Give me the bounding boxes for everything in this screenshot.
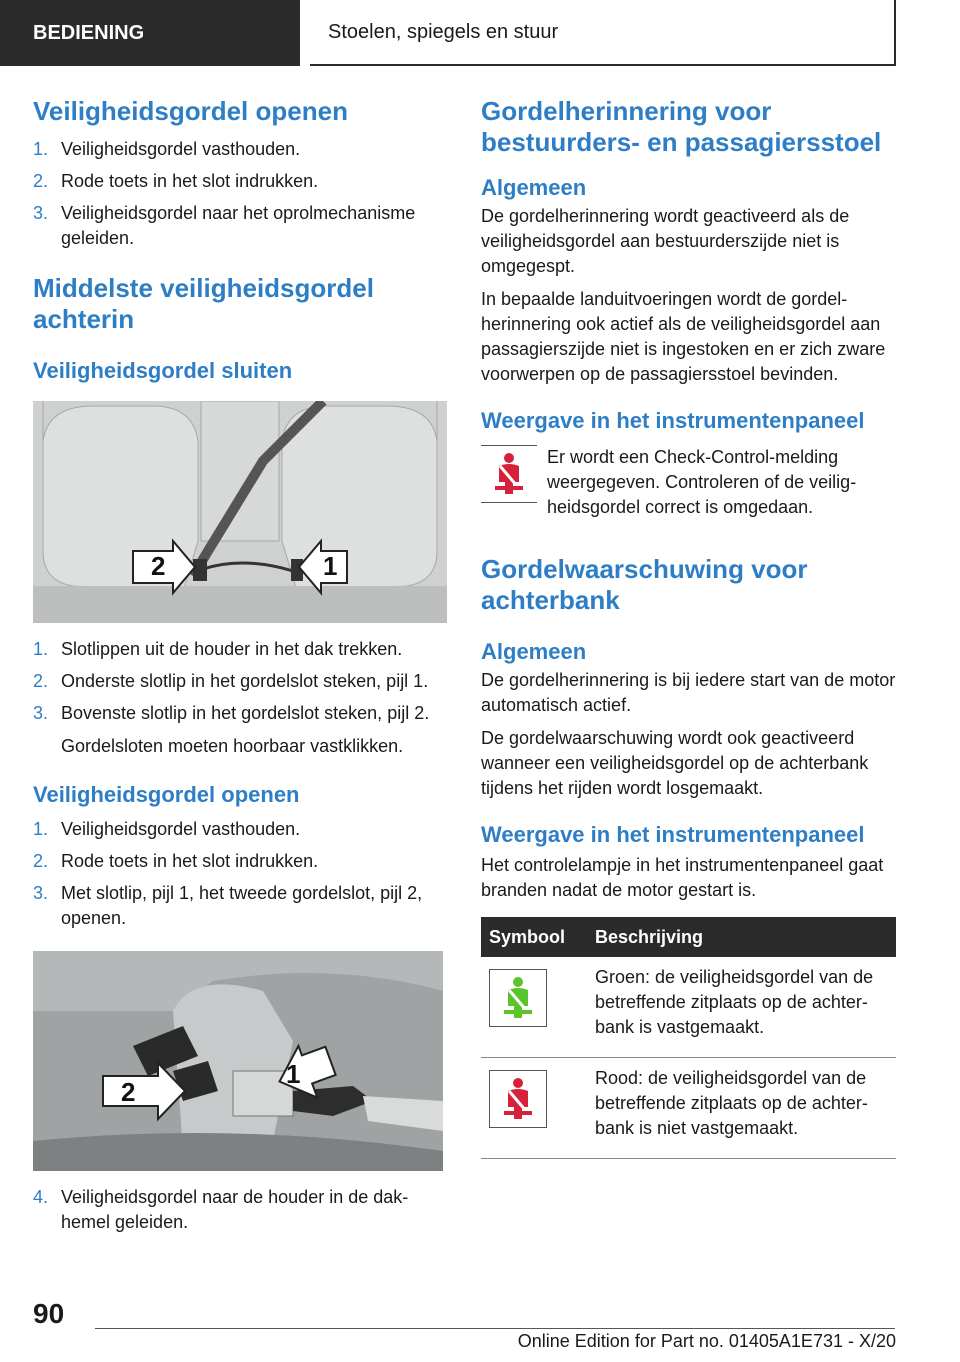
step-number: 3.	[33, 203, 49, 223]
section-tab	[0, 0, 300, 66]
right-column	[481, 96, 896, 1159]
table-row	[481, 1058, 896, 1159]
step-text: Bovenste slotlip in het gordelslot steken, pijl 2.	[61, 703, 430, 723]
buckle-illustration	[33, 951, 443, 1171]
table-header-symbol: Symbool	[481, 917, 587, 957]
subsection-title-display: Weergave in het instrumentenpaneel	[481, 408, 865, 433]
step-number: 2.	[33, 851, 49, 871]
step-number: 2.	[33, 671, 49, 691]
buckle-release-photo	[33, 951, 443, 1171]
seatbelt-red-icon	[489, 1070, 547, 1128]
icon-note	[481, 445, 896, 520]
step-text: Veiligheidsgordel vasthouden.	[61, 819, 301, 839]
symbol-table	[481, 917, 896, 1159]
arrow-label-1: 1	[323, 551, 338, 581]
step-text: Rode toets in het slot indrukken.	[61, 171, 319, 191]
table-cell-description: Groen: de veiligheidsgordel van de betreffende zitplaats op de achterbank is vastgemaakt.	[587, 957, 896, 1058]
step-number: 2.	[33, 171, 49, 191]
section-label: BEDIENING	[33, 21, 145, 44]
left-column	[33, 96, 447, 1235]
steps-final	[33, 1185, 447, 1235]
list-item	[33, 669, 447, 694]
table-cell-description: Rood: de veiligheidsgordel van de betreffende zitplaats op de achterbank is niet vastgemaakt.	[587, 1058, 896, 1159]
rear-seat-belt-photo	[33, 401, 447, 623]
paragraph: De gordelherinnering is bij iedere start van de motor automatisch actief.	[481, 670, 896, 715]
step-text: Onderste slotlip in het gordelslot steken, pijl 1.	[61, 671, 429, 691]
edition-text: Online Edition for Part no. 01405A1E731 - X/20	[517, 1331, 896, 1351]
rear-seat-illustration	[33, 401, 447, 623]
step-number: 1.	[33, 639, 49, 659]
arrow-label-1: 1	[286, 1059, 301, 1089]
step-text: Veiligheidsgordel vasthouden.	[61, 139, 301, 159]
list-item	[33, 817, 447, 842]
table-header-description: Beschrijving	[587, 917, 896, 957]
table-row	[481, 957, 896, 1058]
check-control-text: Er wordt een Check-Control-melding weergegeven. Controleren of de veiligheidsgordel correct is omgedaan.	[547, 447, 857, 517]
list-item	[33, 169, 447, 194]
step-text: Met slotlip, pijl 1, het tweede gordelslot, pijl 2, openen.	[61, 883, 423, 928]
table-header-row	[481, 917, 896, 957]
section-title-reminder: Gordelherinnering voor bestuurders- en passagiersstoel	[481, 96, 882, 157]
list-item	[33, 881, 447, 931]
list-item	[33, 1185, 447, 1235]
footer-divider	[95, 1328, 895, 1329]
subsection-title-open: Veiligheidsgordel openen	[33, 782, 300, 807]
subsection-title-display: Weergave in het instrumentenpaneel	[481, 822, 865, 847]
subsection-title-general: Algemeen	[481, 175, 587, 200]
arrow-label-2: 2	[151, 551, 166, 581]
seatbelt-green-icon	[489, 969, 547, 1027]
chapter-tab	[310, 0, 896, 66]
step-text: Veiligheidsgordel naar de houder in de dakhemel geleiden.	[61, 1187, 409, 1232]
step-number: 4.	[33, 1187, 49, 1207]
note-click: Gordelsloten moeten hoorbaar vastklikken.	[61, 736, 404, 756]
steps-close	[33, 637, 447, 726]
list-item	[33, 701, 447, 726]
list-item	[33, 849, 447, 874]
step-text: Rode toets in het slot indrukken.	[61, 851, 319, 871]
paragraph: Het controlelampje in het instrumentenpaneel gaat branden nadat de motor gestart is.	[481, 855, 884, 900]
list-item	[33, 637, 447, 662]
section-title-open: Veiligheidsgordel openen	[33, 96, 348, 126]
section-title-rear-warning: Gordelwaarschuwing voor achterbank	[481, 554, 808, 615]
paragraph: In bepaalde landuitvoeringen wordt de gordelherinnering ook actief als de veiligheidsgordel aan passagierszijde niet is ingestoken en er zich zware voorwerpen op de passagiersstoel bevinden.	[481, 289, 886, 384]
page-number: 90	[33, 1298, 65, 1329]
subsection-title-general: Algemeen	[481, 639, 587, 664]
steps-open-middle	[33, 817, 447, 931]
step-number: 3.	[33, 883, 49, 903]
subsection-title-close: Veiligheidsgordel sluiten	[33, 358, 293, 383]
step-number: 3.	[33, 703, 49, 723]
table-cell-symbol	[481, 1058, 587, 1159]
paragraph: De gordelherinnering wordt geactiveerd als de veiligheidsgordel aan bestuurderszijde niet is omgegespt.	[481, 206, 850, 276]
arrow-label-2: 2	[121, 1077, 136, 1107]
list-item	[33, 201, 447, 251]
step-text: Slotlippen uit de houder in het dak trekken.	[61, 639, 403, 659]
paragraph: De gordelwaarschuwing wordt ook geactiveerd wanneer een veiligheidsgordel op de achterbank tijdens het rijden wordt losgemaakt.	[481, 728, 869, 798]
step-number: 1.	[33, 139, 49, 159]
steps-open	[33, 137, 447, 251]
section-title-middle-belt: Middelste veiligheidsgordel achterin	[33, 273, 374, 334]
chapter-label: Stoelen, spiegels en stuur	[328, 20, 559, 43]
step-text: Veiligheidsgordel naar het oprolmechanisme geleiden.	[61, 203, 416, 248]
table-cell-symbol	[481, 957, 587, 1058]
list-item	[33, 137, 447, 162]
step-number: 1.	[33, 819, 49, 839]
seatbelt-red-icon	[481, 445, 537, 503]
